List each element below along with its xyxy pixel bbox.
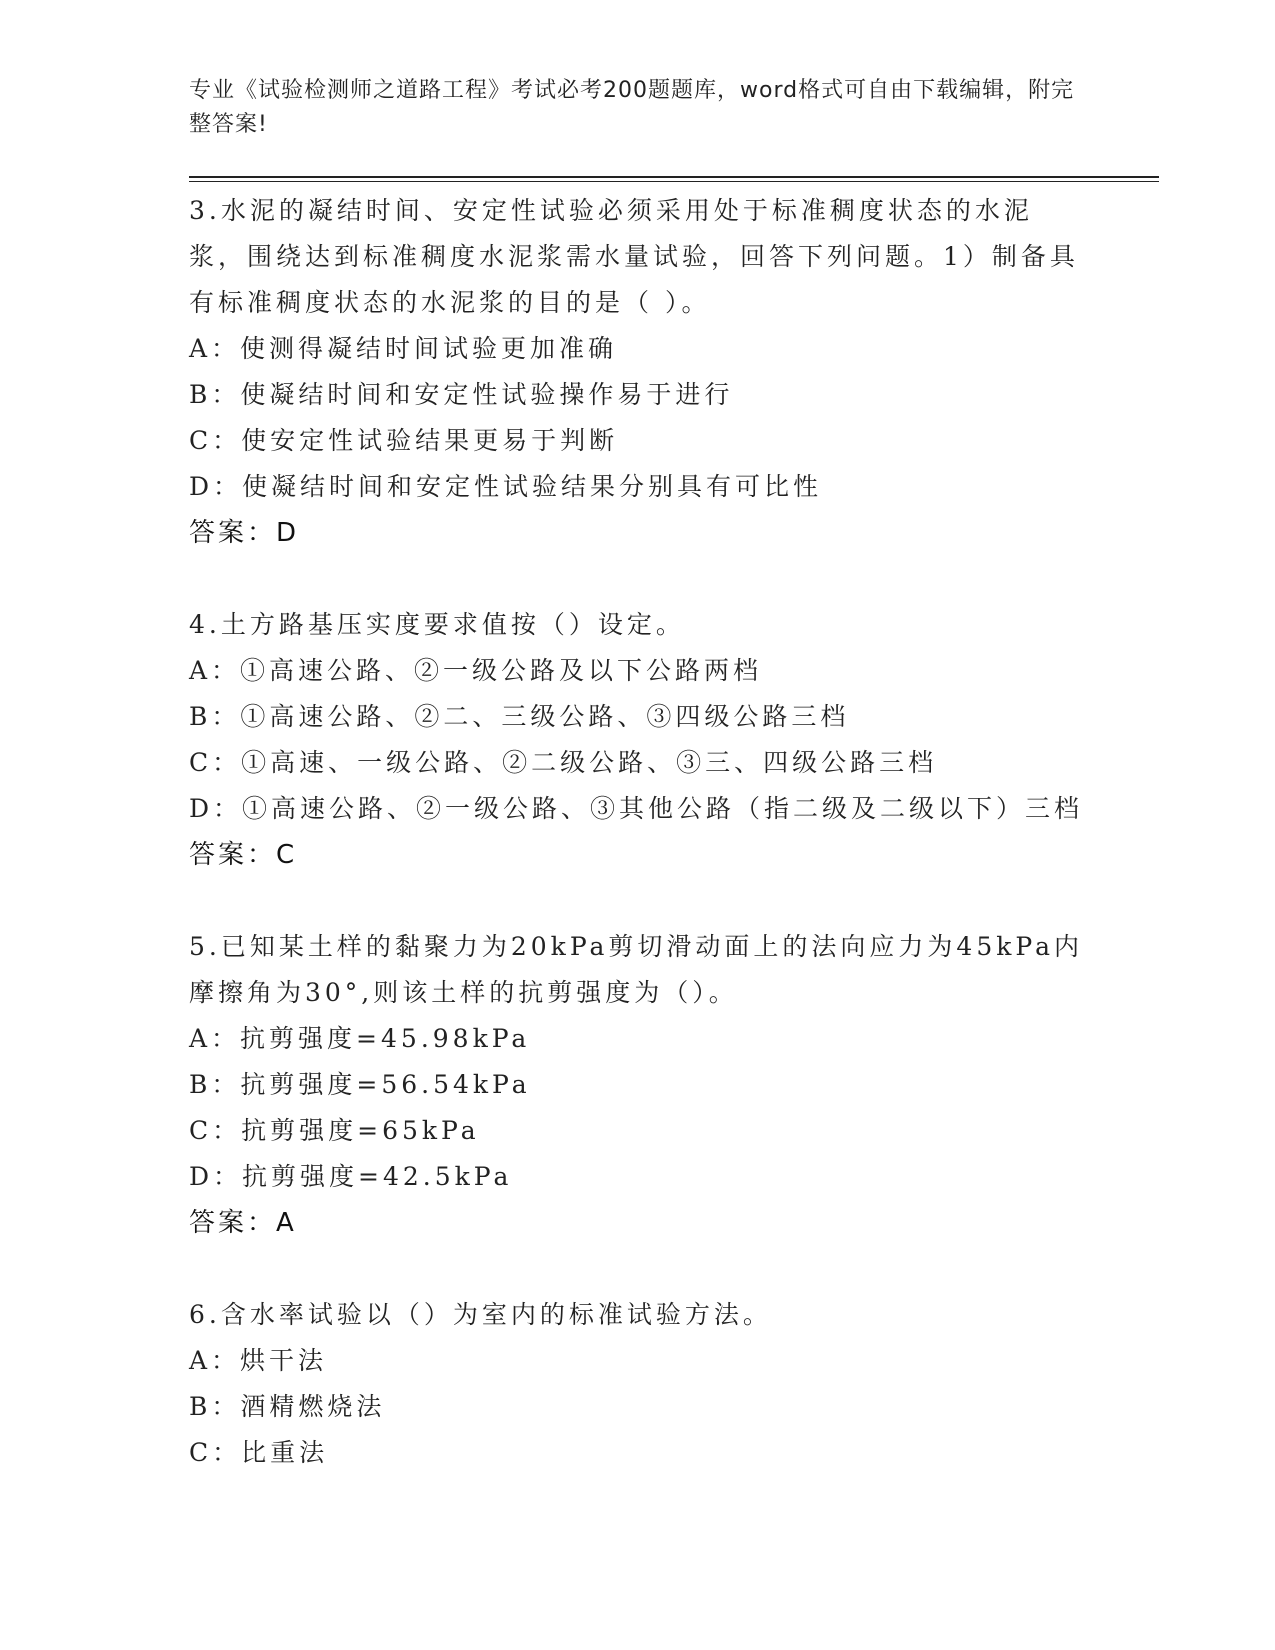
option-c: C：比重法 xyxy=(189,1438,329,1467)
document-header: 专业《试验检测师之道路工程》考试必考200题题库，word格式可自由下载编辑，附完整答案! xyxy=(189,78,1075,137)
option-b: B：使凝结时间和安定性试验操作易于进行 xyxy=(189,380,734,409)
option-c: C：抗剪强度=65kPa xyxy=(189,1116,480,1145)
option-d: D：抗剪强度=42.5kPa xyxy=(189,1162,513,1191)
answer-line: 答案：D xyxy=(189,518,300,548)
question-list xyxy=(189,188,1089,1476)
question-stem: 5.已知某土样的黏聚力为20kPa剪切滑动面上的法向应力为45kPa内摩擦角为30°,则该土样的抗剪强度为（）。 xyxy=(189,932,1083,1007)
header-rule-thick xyxy=(189,176,1159,178)
question-stem: 4.土方路基压实度要求值按（）设定。 xyxy=(189,610,685,639)
option-b: B：酒精燃烧法 xyxy=(189,1392,386,1421)
option-d: D：①高速公路、②一级公路、③其他公路（指二级及二级以下）三档 xyxy=(189,794,1084,823)
option-d: D：使凝结时间和安定性试验结果分别具有可比性 xyxy=(189,472,823,501)
option-c: C：①高速、一级公路、②二级公路、③三、四级公路三档 xyxy=(189,748,938,777)
question-6 xyxy=(189,1292,1089,1476)
option-a: A：①高速公路、②一级公路及以下公路两档 xyxy=(189,656,763,685)
question-4 xyxy=(189,602,1089,878)
header-rule-thin xyxy=(189,181,1159,182)
question-stem: 3.水泥的凝结时间、安定性试验必须采用处于标准稠度状态的水泥浆，围绕达到标准稠度水泥浆需水量试验，回答下列问题。1）制备具有标准稠度状态的水泥浆的目的是（ ）。 xyxy=(189,196,1079,317)
option-a: A：抗剪强度=45.98kPa xyxy=(189,1024,531,1053)
answer-line: 答案：C xyxy=(189,840,298,870)
option-a: A：烘干法 xyxy=(189,1346,328,1375)
question-3 xyxy=(189,188,1089,556)
option-b: B：①高速公路、②二、三级公路、③四级公路三档 xyxy=(189,702,850,731)
question-stem: 6.含水率试验以（）为室内的标准试验方法。 xyxy=(189,1300,772,1329)
option-b: B：抗剪强度=56.54kPa xyxy=(189,1070,531,1099)
question-5 xyxy=(189,924,1089,1246)
option-c: C：使安定性试验结果更易于判断 xyxy=(189,426,619,455)
option-a: A：使测得凝结时间试验更加准确 xyxy=(189,334,618,363)
answer-line: 答案：A xyxy=(189,1208,297,1238)
